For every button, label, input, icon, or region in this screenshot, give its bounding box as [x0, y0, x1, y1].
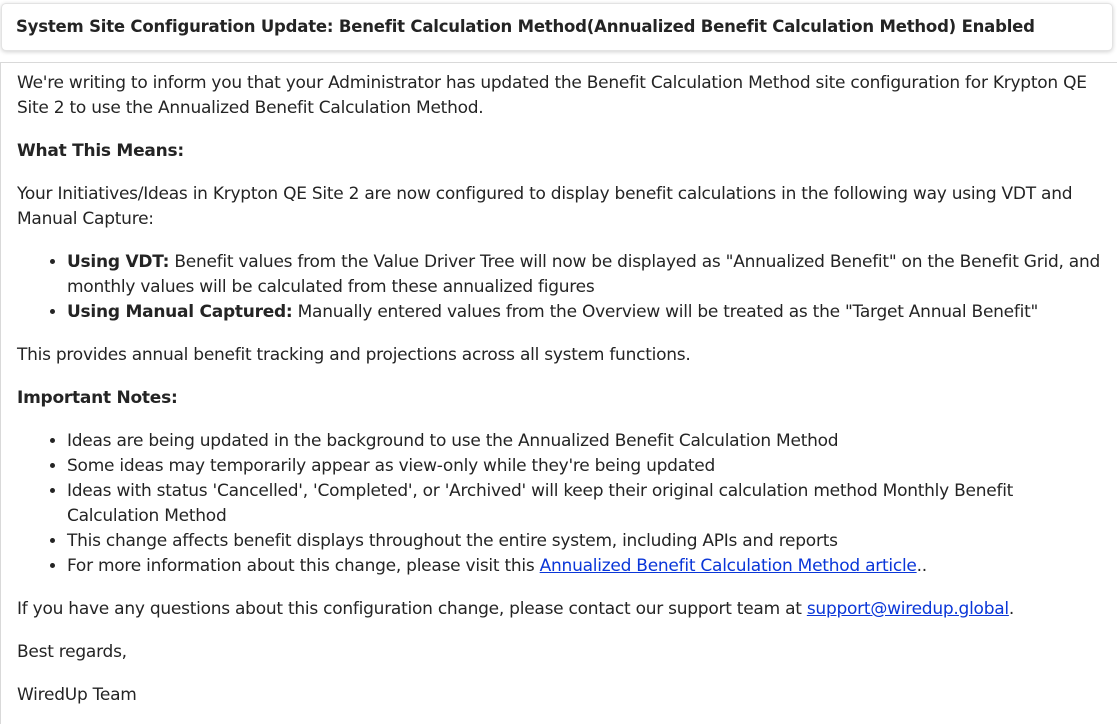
message-title: System Site Configuration Update: Benefit Calculation Method(Annualized Benefit Calculation Method) Enabled [16, 17, 1035, 36]
message-body [0, 62, 1117, 724]
contact-paragraph [17, 597, 1107, 622]
message-header [1, 3, 1113, 51]
signature-text: WiredUp Team [17, 685, 137, 705]
list-item: • This change affects benefit displays throughout the entire system, including APIs and reports [67, 529, 1107, 554]
message-content [17, 71, 1107, 726]
calculation-list [17, 250, 1107, 325]
list-item-text: Benefit values from the Value Driver Tree will now be displayed as "Annualized Benefit" on the Benefit Grid, and monthly values will be calculated from these annualized figures [67, 252, 1101, 297]
list-item [67, 250, 1107, 300]
list-item: • Some ideas may temporarily appear as view-only while they're being updated [67, 454, 1107, 479]
what-this-means-heading: What This Means: [17, 141, 184, 161]
list-item: • Ideas with status 'Cancelled', 'Completed', or 'Archived' will keep their original calculation method Monthly Benefit Calculation Method [67, 479, 1107, 529]
contact-text: If you have any questions about this configuration change, please contact our support team at [17, 599, 807, 619]
list-item-label: Using VDT: [67, 252, 170, 272]
support-email-link[interactable]: support@wiredup.global [806, 599, 1009, 619]
list-item [67, 554, 1107, 579]
more-info-suffix: .. [916, 556, 927, 576]
contact-suffix: . [1008, 599, 1015, 619]
article-link[interactable]: Annualized Benefit Calculation Method article [539, 556, 917, 576]
important-notes-list [17, 429, 1107, 579]
list-item-text: Manually entered values from the Overview will be treated as the "Target Annual Benefit" [297, 302, 1039, 322]
what-this-means-paragraph: Your Initiatives/Ideas in Krypton QE Site 2 are now configured to display benefit calculations in the following way using VDT and Manual Capture: [17, 184, 1073, 229]
list-item [67, 300, 1107, 325]
regards-text: Best regards, [17, 642, 127, 662]
more-info-text: For more information about this change, please visit this [67, 556, 540, 576]
intro-paragraph: We're writing to inform you that your Administrator has updated the Benefit Calculation Method site configuration for Krypton QE Site 2 to use the Annualized Benefit Calculation Method. [17, 73, 1087, 118]
tracking-paragraph: This provides annual benefit tracking and projections across all system functions. [17, 345, 691, 365]
important-notes-heading: Important Notes: [17, 388, 178, 408]
list-item-label: Using Manual Captured: [67, 302, 293, 322]
list-item: • Ideas are being updated in the background to use the Annualized Benefit Calculation Method [67, 429, 1107, 454]
